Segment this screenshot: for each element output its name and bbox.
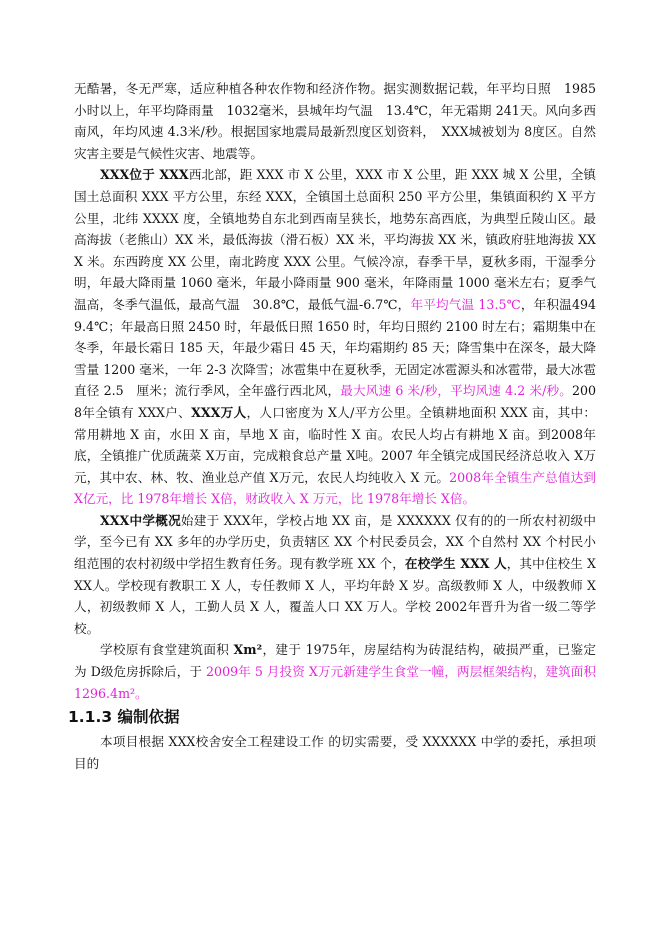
canteen-text-b: ，建于 1975年，房屋结构为砖混结构，破损严重，已鉴定为 D级危房拆除后，于	[74, 642, 596, 680]
climate-paragraph: 无酷暑，冬无严寒，适应种植各种农作物和经济作物。据实测数据记载，年平均日照 1985小时以上，年平均降雨量 1032毫米，县城年均气温 13.4℃，年无霜期 241天。风向多西南风，年均风速 4.3米/秒。根据国家地震局最新烈度区划资料， XXX城被划为 8度区。自然灾害主要是气候性灾害、地震等。	[74, 81, 596, 161]
town-text-d: ，人口密度为 X人/平方公里。全镇耕地面积 XXX 亩，其中：常用耕地 X 亩，水田 X 亩，旱地 X 亩，临时性 X 亩。农民人均占有耕地 X 亩。到2008年底，全镇推广优质蔬菜 X万亩，完成粮食总产量 X吨。2007 年全镇完成国民经济总收入 X万元，其中农、林、牧、渔业总产值 X万元，农民人均纯收入 X 元。	[74, 404, 596, 485]
basis-paragraph: 本项目根据 XXX校舍安全工程建设工作 的切实需要，受 XXXXXX 中学的委托，承担项目的	[74, 734, 596, 771]
canteen-text-a: 学校原有食堂建筑面积	[100, 642, 234, 658]
school-text-b: ，其中住校生 XXX人。学校现有教职工 X 人，专任教师 X 人，平均年龄 X 岁。高级教师 X 人，中级教师 X 人，初级教师 X 人，工勤人员 X 人，覆盖人口 XX 万人。学校 2002年晋升为省一级二等学校。	[74, 556, 596, 636]
school-lead: XXX中学概况	[100, 512, 181, 528]
wind-speed-highlight: 最大风速 6 米/秒，平均风速 4.2 米/秒。	[340, 383, 572, 399]
avg-temperature-highlight: 年平均气温 13.5℃	[410, 296, 521, 312]
town-overview-paragraph	[74, 164, 596, 510]
canteen-area-bold: Xm²	[233, 642, 263, 658]
section-heading: 1.1.3 编制依据	[68, 708, 180, 727]
gdp-highlight: 2008年全镇生产总值达到 X亿元，比 1978年增长 X倍，财政收入 X 万元，比 1978年增长 X倍。	[74, 469, 596, 507]
school-text-a: 始建于 XXX年，学校占地 XX 亩，是 XXXXXX 仅有的的一所农村初级中学，至今已有 XX 多年的办学历史，负责辖区 XX 个村民委员会，XX 个自然村 XX 个村民小组范围的农村初级中学招生教育任务。现有教学班 XX 个，	[74, 512, 596, 572]
school-overview-paragraph	[74, 510, 596, 640]
population-bold: XXX万人	[191, 404, 247, 420]
town-text-c: 2008年全镇有 XXX户、	[74, 383, 596, 420]
town-lead: XXX位于 XXX	[100, 167, 189, 183]
document-page	[68, 78, 597, 774]
town-text-a: 西北部，距 XXX 市 X 公里，XXX 市 X 公里，距 XXX 城 X 公里，全镇国土总面积 XXX 平方公里，东经 XXX，全镇国土总面积 250 平方公里，集镇面积约 X 平方公里，北纬 XXXX 度，全镇地势自东北到西南呈狭长，地势东高西底，为典型丘陵山区。最高海拔（老熊山）XX 米，最低海拔（滑石板）XX 米，平均海拔 XX 米，镇政府驻地海拔 XXX 米。东西跨度 XX 公里，南北跨度 XXX 公里。气候冷凉，春季干旱，夏秋多雨，干湿季分明，年最大降雨量 1060 毫米，年最小降雨量 900 毫米，年降雨量 1000 毫米左右；夏季气温高，冬季气温低，最高气温 30.8℃，最低气温-6.7℃，	[74, 167, 597, 312]
town-text-b: ，年积温4949.4℃；年最高日照 2450 时，年最低日照 1650 时，年均日照约 2100 时左右；霜期集中在冬季，年最长霜日 185 天，年最少霜日 45 天，年均霜期约 85 天；降雪集中在深冬，最大降雪量 1200 毫米，一年 2-3 次降雪；冰雹集中在夏秋季，无固定冰雹源头和冰雹带，最大冰雹直径 2.5 厘米；流行季风，全年盛行西北风，	[74, 296, 596, 399]
new-canteen-highlight: 2009年 5 月投资 X万元新建学生食堂一幢，两层框架结构，建筑面积 1296.4m²。	[74, 664, 596, 701]
students-bold: 在校学生 XXX 人	[404, 556, 507, 572]
canteen-paragraph	[74, 639, 596, 704]
